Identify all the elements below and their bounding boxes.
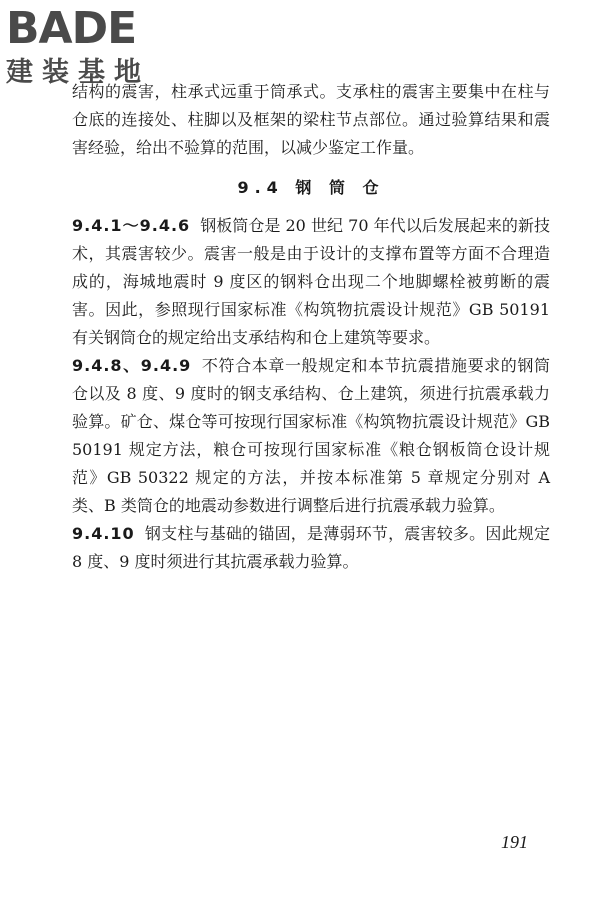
page-number: 191 [501,832,528,852]
clause-paragraph [72,212,550,352]
logo-wordmark [6,2,176,60]
logo-text-suffix: DE [71,3,137,54]
page-content [72,78,550,576]
clause-paragraph [72,352,550,520]
clause-number: 9.4.1～9.4.6 [72,216,191,235]
logo-text-accent: A [38,3,72,54]
clause-text: 钢板筒仓是 20 世纪 70 年代以后发展起来的新技术，其震害较少。震害一般是由于设计的支撑布置等方面不合理造成的，海城地震时 9 度区的钢料仓出现二个地脚螺栓被剪断的震害。因此，参照现行国家标准《构筑物抗震设计规范》GB 50191 有关钢筒仓的规定给出支承结构和仓上建筑等要求。 [72,216,550,347]
logo-text-prefix: B [6,3,39,54]
clause-number: 9.4.10 [72,524,135,543]
clause-paragraph [72,520,550,576]
clause-text: 钢支柱与基础的锚固，是薄弱环节，震害较多。因此规定 8 度、9 度时须进行其抗震承载力验算。 [72,524,550,571]
clause-number: 9.4.8、9.4.9 [72,356,192,375]
brand-logo [6,2,176,92]
intro-paragraph: 结构的震害，柱承式远重于筒承式。支承柱的震害主要集中在柱与仓底的连接处、柱脚以及框架的梁柱节点部位。通过验算结果和震害经验，给出不验算的范围，以减少鉴定工作量。 [72,82,550,157]
section-title: 9.4 钢 筒 仓 [237,178,385,197]
clause-text: 不符合本章一般规定和本节抗震措施要求的钢筒仓以及 8 度、9 度时的钢支承结构、仓上建筑，须进行抗震承载力验算。矿仓、煤仓等可按现行国家标准《构筑物抗震设计规范》GB 50191 规定方法，粮仓可按现行国家标准《粮仓钢板筒仓设计规范》GB 50322 规定的方法，并按本标准第 5 章规定分别对 A 类、B 类筒仓的地震动参数进行调整后进行抗震承载力验算。 [72,356,550,515]
logo-subtitle: 建装基地 [6,57,150,88]
